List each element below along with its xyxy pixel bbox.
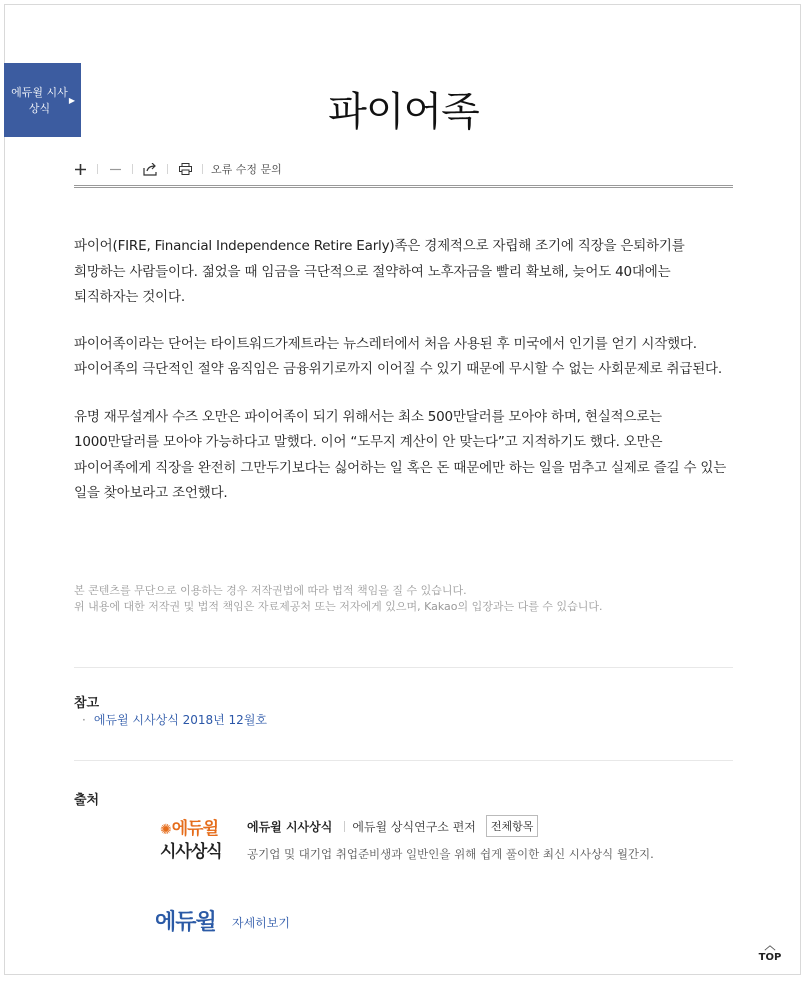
source-heading: 출처	[74, 793, 100, 808]
toolbar-divider	[132, 164, 133, 174]
source-info	[247, 815, 538, 837]
bullet-icon: ·	[82, 713, 86, 727]
section-divider	[74, 667, 733, 668]
reference-link[interactable]	[82, 711, 267, 728]
copyright-notice	[74, 583, 603, 615]
logo-bottom-text: 시사상식	[160, 842, 222, 862]
share-button[interactable]	[143, 161, 157, 177]
report-error-link[interactable]: 오류 수정 문의	[211, 163, 282, 176]
section-divider	[74, 760, 733, 761]
printer-icon	[179, 163, 192, 175]
article-toolbar	[73, 158, 733, 180]
side-tab-label: 에듀윌 시사상식	[11, 86, 68, 115]
minus-icon	[110, 164, 121, 175]
toolbar-divider	[167, 164, 168, 174]
reference-heading: 참고	[74, 696, 100, 711]
body-paragraph: 파이어(FIRE, Financial Independence Retire Early)족은 경제적으로 자립해 조기에 직장을 은퇴하기를 희망하는 사람들이다. 젊었을 때 임금을 극단적으로 절약하여 노후자금을 빨리 확보해, 늦어도 40대에는 퇴직하자는 것이다.	[74, 238, 685, 305]
print-button[interactable]	[178, 161, 192, 177]
all-items-button[interactable]: 전체항목	[486, 815, 539, 837]
toolbar-divider	[97, 164, 98, 174]
notice-line: 본 콘텐츠를 무단으로 이용하는 경우 저작권법에 따라 법적 책임을 질 수 있습니다.	[74, 584, 467, 597]
body-paragraph: 유명 재무설계사 수즈 오만은 파이어족이 되기 위해서는 최소 500만달러를 모아야 하며, 현실적으로는 1000만달러를 모아야 가능하다고 말했다. 이어 “도무지 계산이 안 맞는다”고 지적하기도 했다. 오만은 파이어족에게 직장을 완전히 그만두기보다는 싫어하는 일 혹은 돈 때문에만 하는 일을 멈추고 실제로 즐길 수 있는 일을 찾아보라고 조언했다.	[74, 408, 727, 501]
logo-top-text: 에듀윌	[171, 819, 219, 839]
reference-link-label: 에듀윌 시사상식 2018년 12월호	[93, 713, 268, 727]
title-divider	[74, 185, 733, 188]
logo-top-line	[160, 818, 230, 841]
body-paragraph: 파이어족이라는 단어는 타이트워드가제트라는 뉴스레터에서 처음 사용된 후 미국에서 인기를 얻기 시작했다. 파이어족의 극단적인 절약 움직임은 금융위기로까지 이어질 수 있기 때문에 무시할 수 없는 사회문제로 취급된다.	[74, 335, 722, 377]
source-name-link[interactable]: 에듀윌 시사상식	[247, 819, 333, 834]
notice-line: 위 내용에 대한 저작권 및 법적 책임은 자료제공처 또는 저자에게 있으며, Kakao의 입장과는 다를 수 있습니다.	[74, 600, 603, 613]
chevron-right-icon: ▶	[68, 96, 75, 105]
toolbar-divider	[202, 164, 203, 174]
share-icon	[143, 163, 157, 176]
sun-icon: ✺	[160, 822, 171, 838]
top-label: TOP	[758, 952, 782, 963]
chevron-up-icon: ︿	[764, 939, 776, 952]
source-divider	[344, 821, 345, 832]
source-editor: 에듀윌 상식연구소 편저	[352, 819, 476, 834]
source-description: 공기업 및 대기업 취업준비생과 일반인을 위해 쉽게 풀이한 최신 시사상식 월간지.	[247, 847, 654, 861]
source-logo[interactable]	[160, 818, 230, 864]
zoom-in-button[interactable]	[73, 161, 87, 177]
zoom-out-button[interactable]	[108, 161, 122, 177]
plus-icon	[75, 164, 86, 175]
brand-logo[interactable]: 에듀윌	[155, 910, 216, 935]
more-link[interactable]: 자세히보기	[232, 916, 290, 930]
scroll-top-button[interactable]	[752, 940, 788, 964]
article-body	[74, 234, 736, 529]
page-title: 파이어족	[328, 89, 479, 135]
